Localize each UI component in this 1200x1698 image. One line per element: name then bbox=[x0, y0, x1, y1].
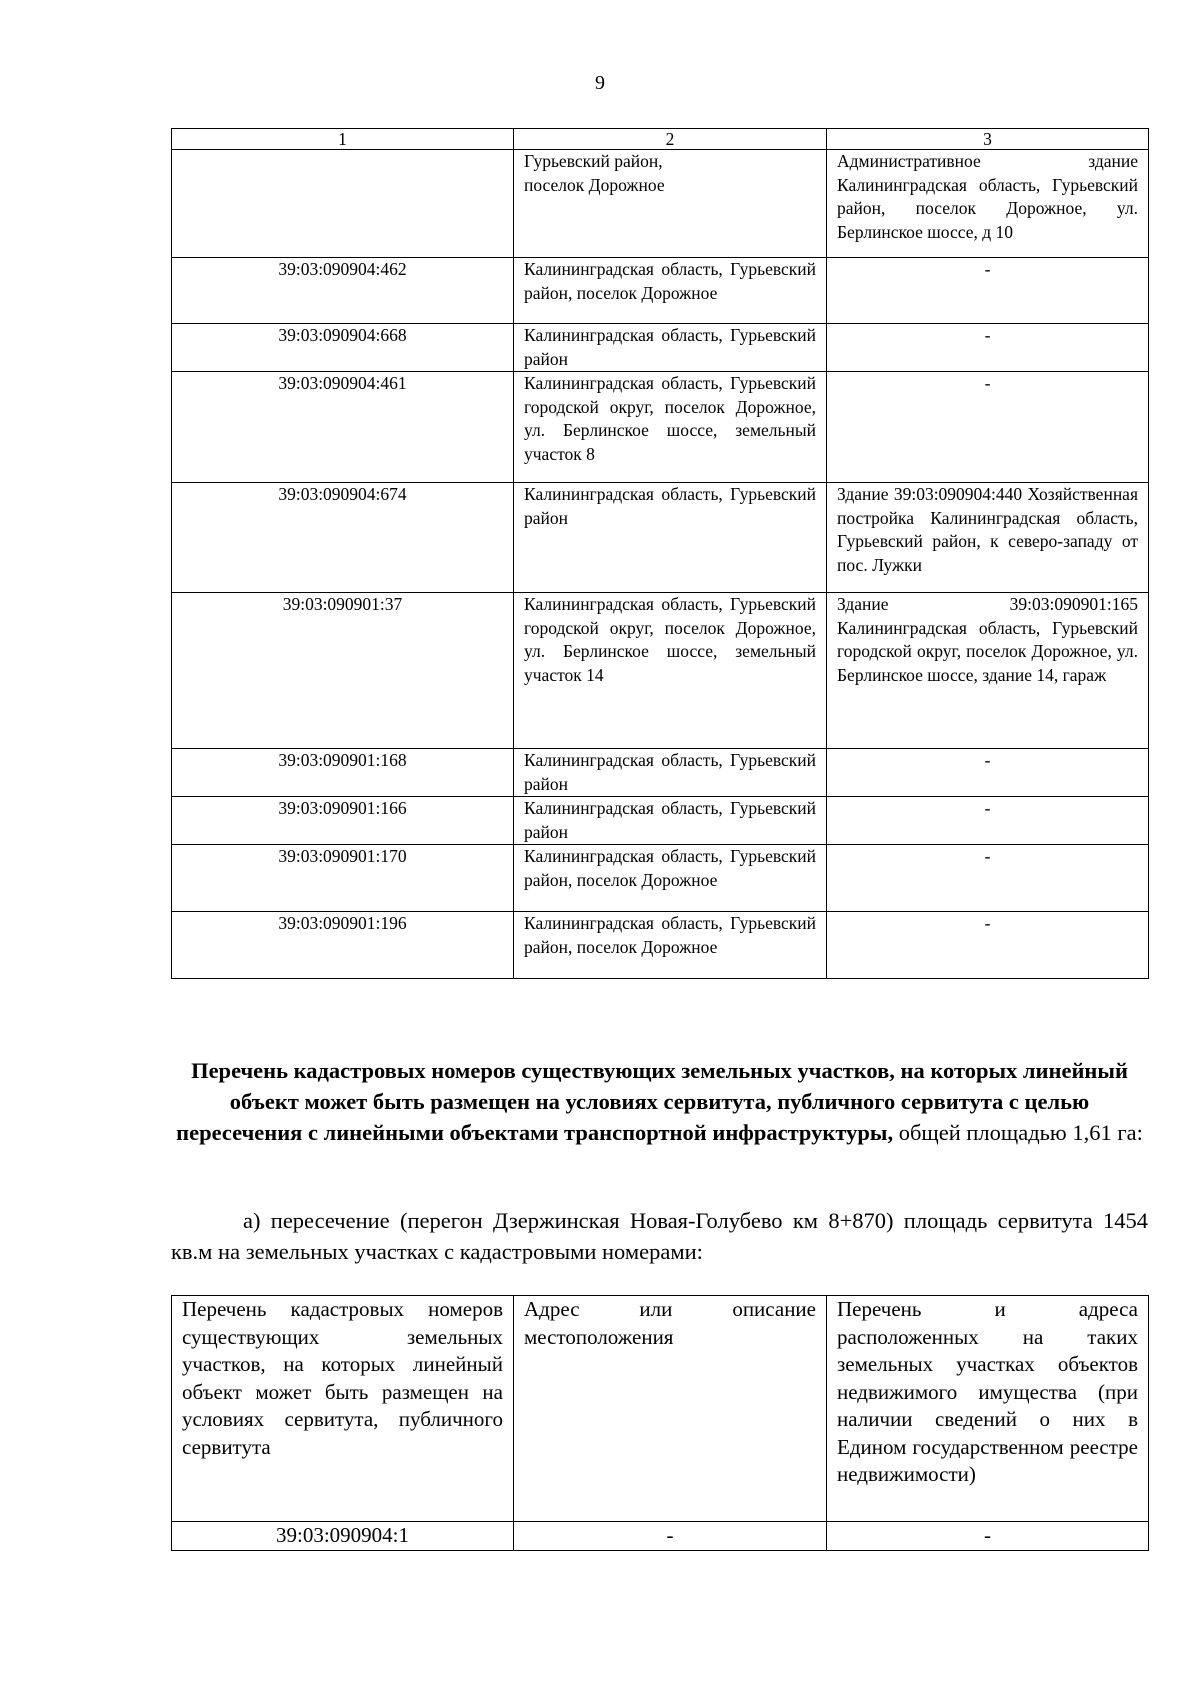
table-row bbox=[172, 749, 1149, 797]
cadastral-number: 39:03:090901:166 bbox=[172, 797, 514, 845]
page-number: 9 bbox=[595, 72, 605, 94]
address: Калининградская область, Гурьевский район bbox=[514, 324, 827, 372]
address: Калининградская область, Гурьевский район, поселок Дорожное bbox=[514, 258, 827, 324]
header-col-1: Перечень кадастровых номеров существующих земельных участков, на которых линейный объект может быть размещен на условиях сервитута, публичного сервитута bbox=[172, 1296, 514, 1522]
crossing-table bbox=[171, 1295, 1149, 1551]
objects: Здание 39:03:090904:440 Хозяйственная постройка Калининградская область, Гурьевский район, к северо-западу от пос. Лужки bbox=[827, 483, 1149, 593]
address: - bbox=[514, 1522, 827, 1551]
table-row bbox=[172, 483, 1149, 593]
cadastral-number bbox=[172, 150, 514, 258]
header-col-3: 3 bbox=[827, 129, 1149, 150]
cadastral-number: 39:03:090901:168 bbox=[172, 749, 514, 797]
address: Калининградская область, Гурьевский район, поселок Дорожное bbox=[514, 845, 827, 912]
section-heading bbox=[171, 1055, 1148, 1148]
address: Калининградская область, Гурьевский район, поселок Дорожное bbox=[514, 912, 827, 979]
cadastral-number: 39:03:090904:461 bbox=[172, 372, 514, 483]
heading-bold: Перечень кадастровых номеров существующих земельных участков, на которых линейный объект может быть размещен на условиях сервитута, публичного сервитута с целью пересечения с линейными объектами транспортной инфраструктуры, bbox=[176, 1058, 1128, 1145]
objects: - bbox=[827, 749, 1149, 797]
objects: - bbox=[827, 912, 1149, 979]
objects: - bbox=[827, 845, 1149, 912]
cadastral-number: 39:03:090904:1 bbox=[172, 1522, 514, 1551]
header-col-2: 2 bbox=[514, 129, 827, 150]
objects: - bbox=[827, 324, 1149, 372]
header-col-2: Адрес или описание местоположения bbox=[514, 1296, 827, 1522]
cadastral-table-continued bbox=[171, 128, 1149, 979]
table-row bbox=[172, 797, 1149, 845]
objects: - bbox=[827, 797, 1149, 845]
address: Калининградская область, Гурьевский район bbox=[514, 797, 827, 845]
table-row bbox=[172, 372, 1149, 483]
objects: - bbox=[827, 258, 1149, 324]
crossing-paragraph: а) пересечение (перегон Дзержинская Новая-Голубево км 8+870) площадь сервитута 1454 кв.м на земельных участках с кадастровыми номерами: bbox=[171, 1208, 1148, 1264]
address: Калининградская область, Гурьевский городской округ, поселок Дорожное, ул. Берлинское шоссе, земельный участок 8 bbox=[514, 372, 827, 483]
table-row bbox=[172, 845, 1149, 912]
table-row bbox=[172, 912, 1149, 979]
address: Гурьевский район, поселок Дорожное bbox=[514, 150, 827, 258]
objects: Административное здание Калининградская область, Гурьевский район, поселок Дорожное, ул. Берлинское шоссе, д 10 bbox=[827, 150, 1149, 258]
objects: - bbox=[827, 372, 1149, 483]
table-header-row bbox=[172, 1296, 1149, 1522]
address: Калининградская область, Гурьевский район bbox=[514, 483, 827, 593]
table-row bbox=[172, 324, 1149, 372]
objects: - bbox=[827, 1522, 1149, 1551]
cadastral-number: 39:03:090901:37 bbox=[172, 593, 514, 749]
header-col-1: 1 bbox=[172, 129, 514, 150]
heading-normal: общей площадью 1,61 га: bbox=[893, 1120, 1143, 1145]
address: Калининградская область, Гурьевский район bbox=[514, 749, 827, 797]
cadastral-number: 39:03:090901:170 bbox=[172, 845, 514, 912]
header-col-3: Перечень и адреса расположенных на таких земельных участках объектов недвижимого имущества (при наличии сведений о них в Едином государственном реестре недвижимости) bbox=[827, 1296, 1149, 1522]
cadastral-number: 39:03:090904:674 bbox=[172, 483, 514, 593]
cadastral-number: 39:03:090901:196 bbox=[172, 912, 514, 979]
address: Калининградская область, Гурьевский городской округ, поселок Дорожное, ул. Берлинское шоссе, земельный участок 14 bbox=[514, 593, 827, 749]
table-row bbox=[172, 1522, 1149, 1551]
objects: Здание 39:03:090901:165 Калининградская область, Гурьевский городской округ, поселок Дорожное, ул. Берлинское шоссе, здание 14, гараж bbox=[827, 593, 1149, 749]
table-row bbox=[172, 258, 1149, 324]
cadastral-number: 39:03:090904:668 bbox=[172, 324, 514, 372]
cadastral-number: 39:03:090904:462 bbox=[172, 258, 514, 324]
table-row bbox=[172, 150, 1149, 258]
table-row bbox=[172, 593, 1149, 749]
table-header-row bbox=[172, 129, 1149, 150]
